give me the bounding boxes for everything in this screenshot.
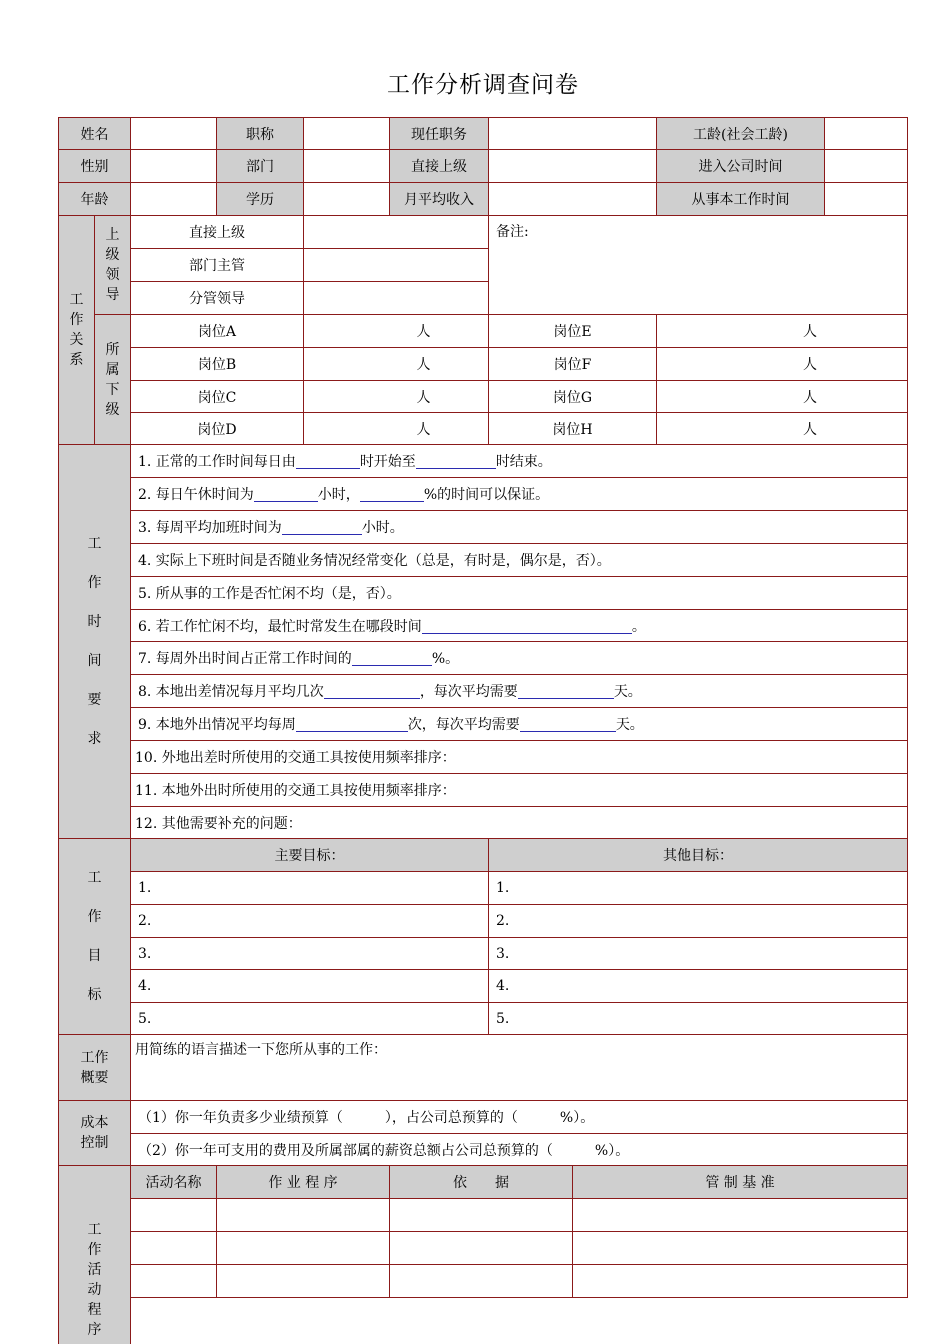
col-basis: 依 据 (389, 1165, 573, 1199)
field-name[interactable] (130, 117, 217, 150)
remark-label: 备注: (496, 224, 529, 240)
label-superior: 直接上级 (389, 149, 489, 183)
activity-row-1-procedure[interactable] (216, 1198, 390, 1232)
post-c-label: 岗位C (130, 380, 304, 413)
question-6[interactable]: 6. 若工作忙闲不均，最忙时常发生在哪段时间 。 (130, 609, 908, 642)
question-11[interactable]: 11. 本地外出时所使用的交通工具按使用频率排序： (130, 773, 908, 807)
post-h-count[interactable]: 人 (656, 412, 908, 445)
blank-days-per-outing[interactable] (520, 716, 616, 732)
field-superior[interactable] (488, 149, 657, 183)
label-upper-leaders: 上级领导 (94, 215, 131, 315)
col-control-standard: 管 制 基 准 (572, 1165, 908, 1199)
question-7[interactable]: 7. 每周外出时间占正常工作时间的 %。 (130, 641, 908, 675)
post-b-count[interactable]: 人 (303, 347, 489, 381)
col-activity-name: 活动名称 (130, 1165, 217, 1199)
other-goal-2[interactable]: 2. (488, 904, 908, 938)
question-9[interactable]: 9. 本地外出情况平均每周 次，每次平均需要 天。 (130, 707, 908, 741)
label-subordinates: 所属下级 (94, 314, 131, 445)
post-c-count[interactable]: 人 (303, 380, 489, 413)
label-seniority: 工龄(社会工龄) (656, 117, 825, 150)
activity-row-1-basis[interactable] (389, 1198, 573, 1232)
blank-overtime-hours[interactable] (282, 519, 362, 535)
question-3[interactable]: 3. 每周平均加班时间为 小时。 (130, 510, 908, 544)
activity-row-3-standard[interactable] (572, 1264, 908, 1298)
question-5[interactable]: 5. 所从事的工作是否忙闲不均（是，否）。 (130, 576, 908, 610)
field-direct-superior[interactable] (303, 215, 489, 249)
activity-row-3-basis[interactable] (389, 1264, 573, 1298)
summary-prompt: 用简练的语言描述一下您所从事的工作： (135, 1042, 387, 1058)
header-main-goals: 主要目标： (130, 838, 489, 872)
activity-row-1-name[interactable] (130, 1198, 217, 1232)
label-join-date: 进入公司时间 (656, 149, 825, 183)
field-dept-head[interactable] (303, 248, 489, 282)
field-seniority[interactable] (824, 117, 908, 150)
blank-lunch-hours[interactable] (254, 486, 318, 502)
label-position: 现任职务 (389, 117, 489, 150)
main-goal-2[interactable]: 2. (130, 904, 489, 938)
post-g-count[interactable]: 人 (656, 380, 908, 413)
label-direct-superior: 直接上级 (130, 215, 304, 249)
page-title: 工作分析调查问卷 (387, 72, 579, 98)
post-h-label: 岗位H (488, 412, 657, 445)
remark-field[interactable] (488, 215, 908, 315)
label-dept-head: 部门主管 (130, 248, 304, 282)
field-income[interactable] (488, 182, 657, 216)
question-8[interactable]: 8. 本地出差情况每月平均几次 ，每次平均需要 天。 (130, 674, 908, 708)
field-title[interactable] (303, 117, 390, 150)
question-10[interactable]: 10. 外地出差时所使用的交通工具按使用频率排序： (130, 740, 908, 774)
field-dept[interactable] (303, 149, 390, 183)
field-years-in-job[interactable] (824, 182, 908, 216)
other-goal-3[interactable]: 3. (488, 937, 908, 970)
question-1[interactable]: 1. 正常的工作时间每日由 时开始至 时结束。 (130, 444, 908, 478)
label-years-in-job: 从事本工作时间 (656, 182, 825, 216)
post-e-count[interactable]: 人 (656, 314, 908, 348)
section-label-cost: 成本控制 (58, 1100, 131, 1166)
section-label-time: 工作时间要求 (58, 444, 131, 839)
post-a-count[interactable]: 人 (303, 314, 489, 348)
section-label-relations: 工作关系 (58, 215, 95, 445)
post-d-count[interactable]: 人 (303, 412, 489, 445)
other-goal-4[interactable]: 4. (488, 969, 908, 1003)
activity-row-3-name[interactable] (130, 1264, 217, 1298)
header-other-goals: 其他目标： (488, 838, 908, 872)
activity-row-2-name[interactable] (130, 1231, 217, 1265)
label-income: 月平均收入 (389, 182, 489, 216)
activity-row-2-standard[interactable] (572, 1231, 908, 1265)
field-education[interactable] (303, 182, 390, 216)
blank-lunch-percent[interactable] (360, 486, 424, 502)
label-name: 姓名 (58, 117, 131, 150)
blank-outside-percent[interactable] (352, 650, 432, 666)
post-f-count[interactable]: 人 (656, 347, 908, 381)
post-e-label: 岗位E (488, 314, 657, 348)
question-4[interactable]: 4. 实际上下班时间是否随业务情况经常变化（总是，有时是，偶尔是，否）。 (130, 543, 908, 577)
label-title: 职称 (216, 117, 304, 150)
post-f-label: 岗位F (488, 347, 657, 381)
field-supervising-leader[interactable] (303, 281, 489, 315)
main-goal-5[interactable]: 5. (130, 1002, 489, 1035)
label-supervising-leader: 分管领导 (130, 281, 304, 315)
blank-busy-period[interactable] (422, 618, 632, 634)
cost-question-2[interactable]: （2）你一年可支用的费用及所属部属的薪资总额占公司总预算的（ %）。 (130, 1133, 908, 1166)
section-label-summary: 工作概要 (58, 1034, 131, 1101)
field-gender[interactable] (130, 149, 217, 183)
cost-question-1[interactable]: （1）你一年负责多少业绩预算（ ），占公司总预算的（ %）。 (130, 1100, 908, 1134)
label-education: 学历 (216, 182, 304, 216)
main-goal-3[interactable]: 3. (130, 937, 489, 970)
label-dept: 部门 (216, 149, 304, 183)
post-d-label: 岗位D (130, 412, 304, 445)
field-age[interactable] (130, 182, 217, 216)
post-g-label: 岗位G (488, 380, 657, 413)
label-age: 年龄 (58, 182, 131, 216)
question-2[interactable]: 2. 每日午休时间为 小时， %的时间可以保证。 (130, 477, 908, 511)
blank-outings-per-week[interactable] (296, 716, 408, 732)
label-gender: 性别 (58, 149, 131, 183)
activity-row-2-procedure[interactable] (216, 1231, 390, 1265)
activity-row-1-standard[interactable] (572, 1198, 908, 1232)
summary-field[interactable] (130, 1034, 908, 1101)
question-12[interactable]: 12. 其他需要补充的问题： (130, 806, 908, 839)
post-b-label: 岗位B (130, 347, 304, 381)
section-label-goals: 工作目标 (58, 838, 131, 1035)
section-label-activity: 工作活动程序 (58, 1165, 131, 1344)
field-position[interactable] (488, 117, 657, 150)
activity-row-2-basis[interactable] (389, 1231, 573, 1265)
main-goal-1[interactable]: 1. (130, 871, 489, 905)
other-goal-1[interactable]: 1. (488, 871, 908, 905)
blank-days-per-trip[interactable] (518, 683, 614, 699)
post-a-label: 岗位A (130, 314, 304, 348)
other-goal-5[interactable]: 5. (488, 1002, 908, 1035)
col-procedure: 作 业 程 序 (216, 1165, 390, 1199)
activity-row-3-procedure[interactable] (216, 1264, 390, 1298)
blank-end-hour[interactable] (416, 453, 496, 469)
blank-start-hour[interactable] (296, 453, 360, 469)
blank-trips-per-month[interactable] (324, 683, 420, 699)
main-goal-4[interactable]: 4. (130, 969, 489, 1003)
field-join-date[interactable] (824, 149, 908, 183)
